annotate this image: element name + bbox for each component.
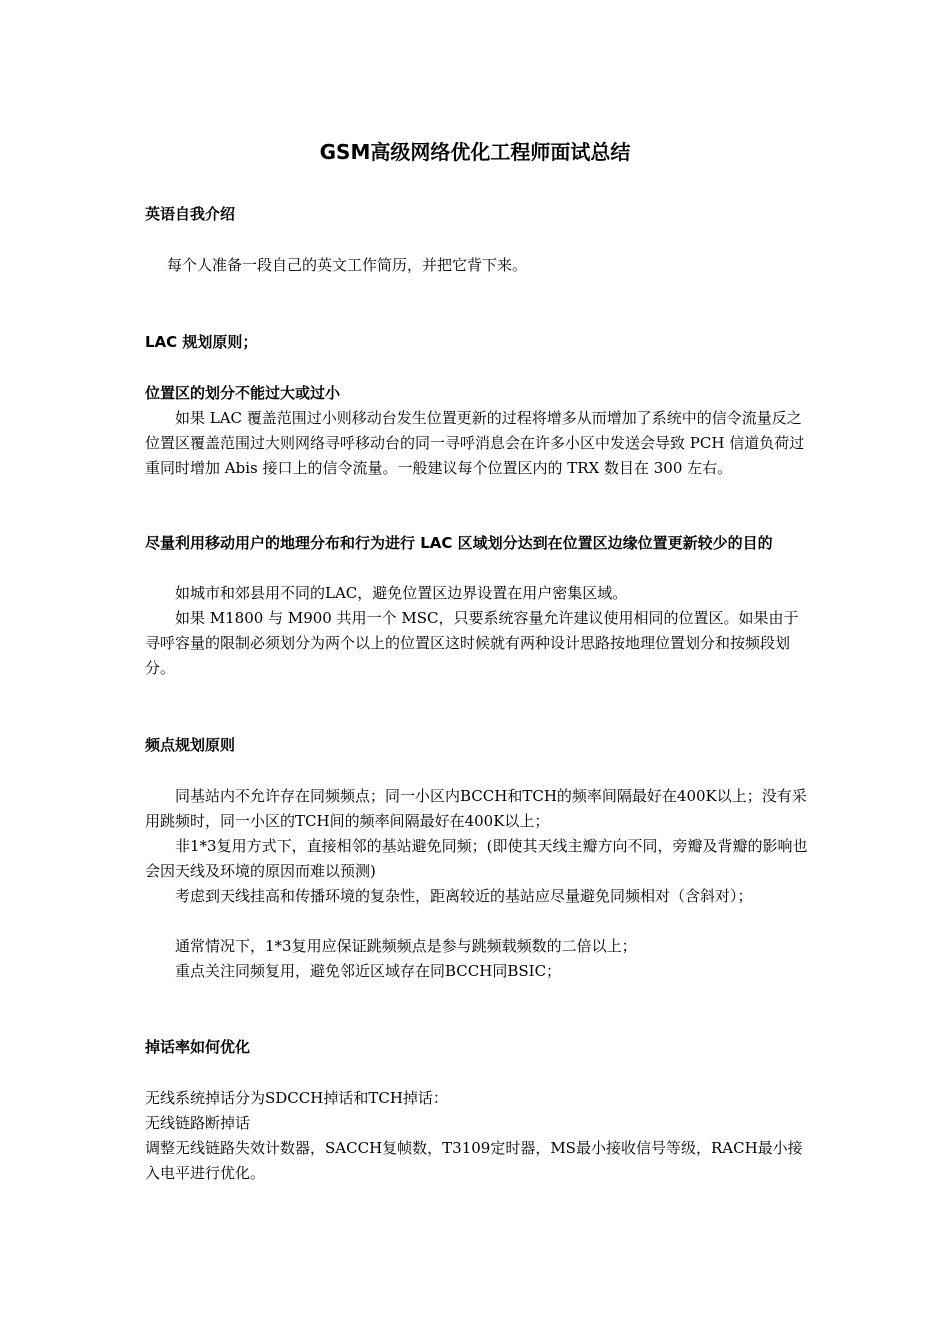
paragraph-drop-rate-1: 无线系统掉话分为SDCCH掉话和TCH掉话： [145,1089,448,1107]
paragraph-location-area-size: 如果 LAC 覆盖范围过小则移动台发生位置更新的过程将增多从而增加了系统中的信令流量反之位置区覆盖范围过大则网络寻呼移动台的同一寻呼消息会在许多小区中发送会导致 PCH 信道负荷过重同时增加 Abis 接口上的信令流量。一般建议每个位置区内的 TRX 数目在 300 左右。 [145,409,805,477]
paragraph-drop-rate-3: 调整无线链路失效计数器，SACCH复帧数，T3109定时器，MS最小接收信号等级，RACH最小接入电平进行优化。 [145,1139,803,1182]
paragraph-frequency-3: 考虑到天线挂高和传播环境的复杂性，距离较近的基站应尽量避免同频相对（含斜对）； [175,887,753,905]
paragraph-drop-rate-2: 无线链路断掉话 [145,1114,251,1132]
subheading-lac-division: 尽量利用移动用户的地理分布和行为进行 LAC 区域划分达到在位置区边缘位置更新较少的目的 [145,534,773,552]
paragraph-lac-division-1: 如城市和郊县用不同的LAC，避免位置区边界设置在用户密集区域。 [175,584,628,602]
heading-frequency-planning: 频点规划原则 [145,736,236,754]
paragraph-english-intro: 每个人准备一段自己的英文工作简历，并把它背下来。 [167,256,528,274]
paragraph-frequency-5: 重点关注同频复用，避免邻近区域存在同BCCH同BSIC； [175,962,562,980]
subheading-location-area-size: 位置区的划分不能过大或过小 [145,384,341,402]
heading-english-intro: 英语自我介绍 [145,205,236,223]
paragraph-frequency-4: 通常情况下，1*3复用应保证跳频频点是参与跳频载频数的二倍以上； [175,937,637,955]
heading-drop-rate: 掉话率如何优化 [145,1038,251,1056]
document-title: GSM高级网络优化工程师面试总结 [319,140,631,164]
paragraph-frequency-2: 非1*3复用方式下，直接相邻的基站避免同频；(即使其天线主瓣方向不同，旁瓣及背瓣的影响也会因天线及环境的原因而难以预测) [145,837,808,880]
heading-lac-planning: LAC 规划原则； [145,333,258,351]
paragraph-frequency-1: 同基站内不允许存在同频频点；同一小区内BCCH和TCH的频率间隔最好在400K以上；没有采用跳频时，同一小区的TCH间的频率间隔最好在400K以上； [145,787,807,830]
paragraph-lac-division-2: 如果 M1800 与 M900 共用一个 MSC，只要系统容量允许建议使用相同的位置区。如果由于寻呼容量的限制必须划分为两个以上的位置区这时候就有两种设计思路按地理位置划分和按频段划分。 [145,609,799,677]
